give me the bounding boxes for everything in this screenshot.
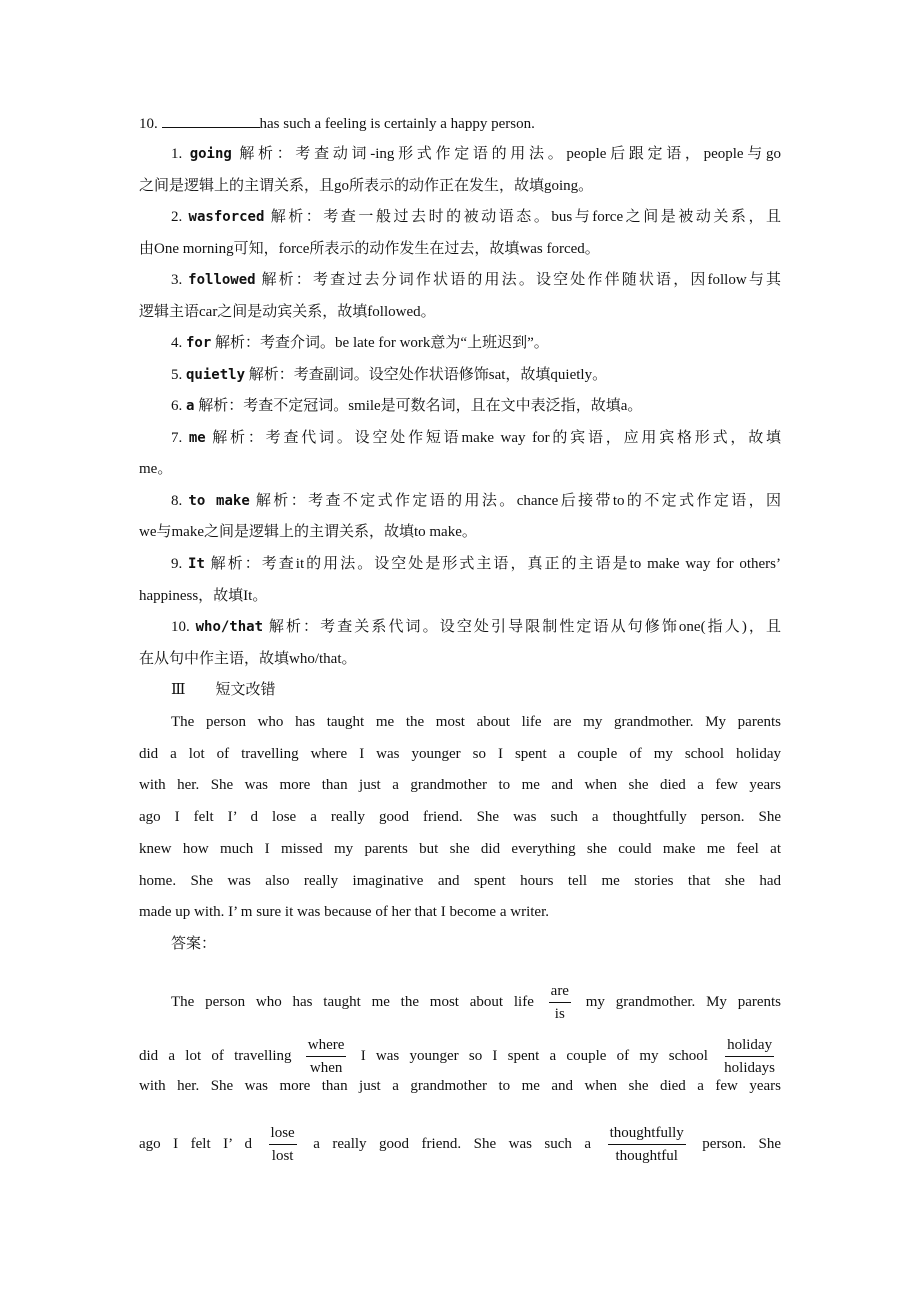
text-line [139, 1034, 781, 1076]
text-run: we与make之间是逻辑上的主谓关系，故填to make。 [139, 524, 477, 540]
text-line [139, 113, 781, 134]
original-word: holiday [725, 1034, 774, 1057]
text-line [139, 744, 781, 764]
text-line [139, 491, 781, 511]
text-line [139, 144, 781, 164]
text-run: knew how much I missed my parents but she did everything she could make me feel at [139, 841, 781, 857]
text-run: 2. [171, 209, 189, 225]
text-run: 之间是逻辑上的主谓关系，且go所表示的动作正在发生，故填going。 [139, 178, 594, 194]
text-run: 解析：考查不定式作定语的用法。chance后接带to的不定式作定语，因 [255, 493, 781, 509]
text-run: has such a feeling is certainly a happy person. [259, 116, 535, 132]
text-run: with her. She was more than just a grandmother to me and when she died a few years [139, 1078, 781, 1094]
corrected-word: holidays [724, 1060, 776, 1076]
text-run: 9. [171, 556, 183, 572]
answer-key: going [189, 146, 232, 162]
correction [269, 1122, 297, 1167]
text-run: did a lot of travelling [139, 1047, 292, 1064]
text-line [139, 871, 781, 891]
text-run: ago I felt I’ d lose a really good friend. She was such a thoughtfully person. She [139, 809, 781, 825]
correction [722, 1034, 777, 1079]
corrected-word: lost [271, 1148, 294, 1164]
text-line [139, 680, 781, 700]
text-line [139, 649, 781, 669]
text-run: home. She was also really imaginative and spent hours tell me stories that she had [139, 873, 781, 889]
text-run: a really good friend. She was such a [313, 1135, 592, 1152]
answer-key: wasforced [188, 209, 265, 225]
text-line [139, 586, 781, 606]
answer-key: a [186, 398, 195, 414]
text-run: did a lot of travelling where I was younger so I spent a couple of my school holiday [139, 746, 781, 762]
text-run: ago I felt I’ d [139, 1135, 253, 1152]
text-line [139, 902, 781, 922]
original-word: lose [269, 1122, 297, 1145]
text-line [139, 459, 781, 479]
answer-key: me [188, 430, 206, 446]
text-line [139, 176, 781, 196]
text-run: my grandmother. My parents [585, 993, 782, 1010]
text-line [139, 365, 781, 385]
text-run: 8. [171, 493, 189, 509]
original-word: thoughtfully [608, 1122, 686, 1145]
text-run: 6. [171, 398, 186, 414]
text-line [139, 712, 781, 732]
text-run: 10. [139, 116, 162, 132]
text-run: 由One morning可知，force所表示的动作发生在过去，故填was forced。 [139, 241, 600, 257]
answer-blank [162, 113, 260, 128]
text-run: 4. [171, 335, 186, 351]
text-run: 解析：考查关系代词。设空处引导限制性定语从句修饰one(指人)，且 [268, 619, 782, 635]
text-line [139, 522, 781, 542]
text-line [139, 302, 781, 322]
text-line [139, 775, 781, 795]
text-line [139, 428, 781, 448]
text-line [139, 239, 781, 259]
text-line [139, 396, 781, 416]
text-run: person. She [702, 1135, 782, 1152]
text-run: 解析：考查一般过去时的被动语态。bus与force之间是被动关系，且 [270, 209, 781, 225]
text-line [139, 839, 781, 859]
text-run: 5. [171, 367, 186, 383]
correction [306, 1034, 347, 1079]
text-run: 解析：考查过去分词作状语的用法。设空处作伴随状语，因follow与其 [261, 272, 781, 288]
text-run: 在从句中作主语，故填who/that。 [139, 651, 357, 667]
text-run: 解析：考查副词。设空处作状语修饰sat，故填quietly。 [248, 367, 608, 383]
corrected-word: when [309, 1060, 343, 1076]
text-line [139, 1076, 781, 1096]
text-run: 解析：考查介词。be late for work意为“上班迟到”。 [215, 335, 549, 351]
text-run: 解析：考查代词。设空处作短语make way for的宾语，应用宾格形式，故填 [212, 430, 782, 446]
text-run: 7. [171, 430, 189, 446]
text-line [139, 617, 781, 637]
corrected-word: thoughtful [615, 1148, 678, 1164]
text-line [139, 333, 781, 353]
text-run: me。 [139, 461, 173, 477]
text-run: 解析：考查it的用法。设空处是形式主语，真正的主语是to make way for others’ [210, 556, 782, 572]
text-run: 3. [171, 272, 189, 288]
text-run: I was younger so I spent a couple of my school [360, 1047, 708, 1064]
text-run: The person who has taught me the most about life [171, 993, 534, 1010]
text-line [139, 807, 781, 827]
text-run: made up with. I’ m sure it was because of her that I become a writer. [139, 904, 549, 920]
correction [608, 1122, 686, 1167]
text-line [139, 270, 781, 290]
text-line [139, 980, 782, 1022]
text-run: 答案： [171, 936, 217, 952]
answer-key: quietly [186, 367, 246, 383]
corrected-word: is [554, 1006, 565, 1022]
answer-key: who/that [195, 619, 264, 635]
correction [549, 980, 571, 1025]
answer-key: It [188, 556, 205, 572]
text-line [139, 934, 781, 954]
text-line [139, 1122, 782, 1164]
answer-key: for [186, 335, 212, 351]
text-run: 1. [171, 146, 190, 162]
text-run: 解析：考查动词-ing形式作定语的用法。people后跟定语，people与go [239, 146, 781, 162]
text-line [139, 207, 781, 227]
original-word: where [306, 1034, 347, 1057]
answer-key: to make [188, 493, 250, 509]
original-word: are [549, 980, 571, 1003]
text-run: Ⅲ 短文改错 [171, 682, 276, 698]
text-run: 解析：考查不定冠词。smile是可数名词，且在文中表泛指，故填a。 [198, 398, 643, 414]
answer-key: followed [188, 272, 256, 288]
text-line [139, 554, 781, 574]
text-run: The person who has taught me the most about life are my grandmother. My parents [171, 714, 781, 730]
text-run: 10. [171, 619, 196, 635]
text-run: 逻辑主语car之间是动宾关系，故填followed。 [139, 304, 436, 320]
text-run: happiness，故填It。 [139, 588, 268, 604]
text-run: with her. She was more than just a grandmother to me and when she died a few years [139, 777, 781, 793]
